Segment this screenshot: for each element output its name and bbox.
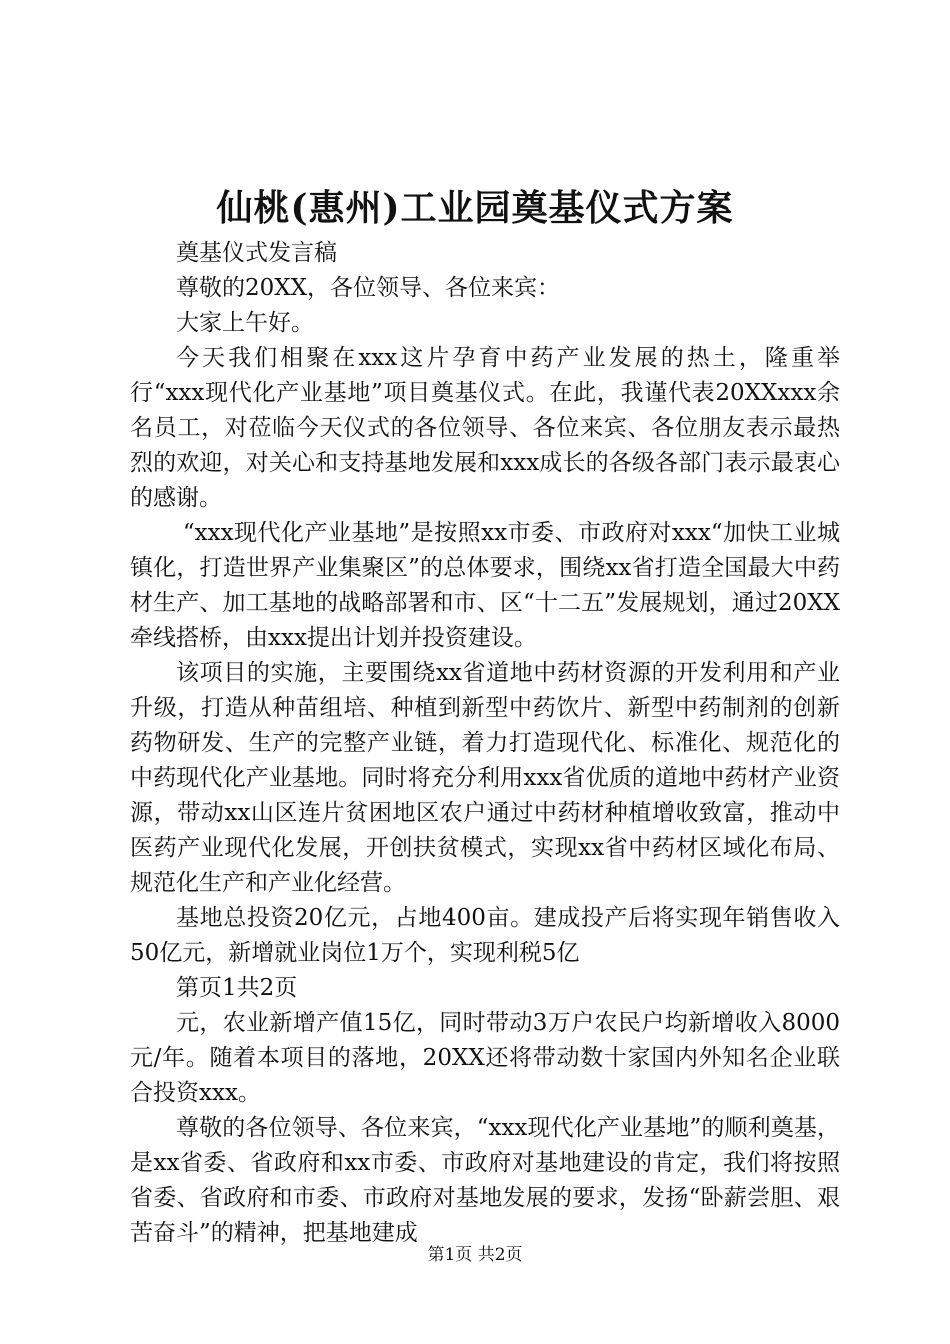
paragraph-investment-continued: 元，农业新增产值15亿，同时带动3万户农民户均新增收入8000元/年。随着本项目的落地，20XX还将带动数十家国内外知名企业联合投资xxx。 (130, 1010, 840, 1106)
paragraph-greeting: 大家上午好。 (176, 310, 314, 336)
paragraph-investment: 基地总投资20亿元，占地400亩。建成投产后将实现年销售收入50亿元，新增就业岗位1万个，实现利税5亿 (130, 905, 840, 966)
document-title: 仙桃(惠州)工业园奠基仪式方案 (216, 187, 734, 229)
page-footer: 第1页 共2页 (427, 1245, 523, 1265)
paragraph-project-implementation: 该项目的实施，主要围绕xx省道地中药材资源的开发利用和产业升级，打造从种苗组培、种植到新型中药饮片、新型中药制剂的创新药物研发、生产的完整产业链，着力打造现代化、标准化、规范化的中药现代化产业基地。同时将充分利用xxx省优质的道地中药材产业资源，带动xx山区连片贫困地区农户通过中药材种植增收致富，推动中医药产业现代化发展，开创扶贫模式，实现xx省中药材区域化布局、规范化生产和产业化经营。 (130, 660, 840, 896)
paragraph-project-background: “xxx现代化产业基地”是按照xx市委、市政府对xxx“加快工业城镇化，打造世界产业集聚区”的总体要求，围绕xx省打造全国最大中药材生产、加工基地的战略部署和市、区“十二五”发展规划，通过20XX牵线搭桥，由xxx提出计划并投资建设。 (130, 520, 840, 651)
document-body (130, 236, 840, 1251)
paragraph-page-break-marker: 第页1共2页 (176, 975, 298, 1001)
paragraph-speech-heading: 奠基仪式发言稿 (176, 240, 337, 266)
paragraph-closing: 尊敬的各位领导、各位来宾，“xxx现代化产业基地”的顺利奠基，是xx省委、省政府和xx市委、市政府对基地建设的肯定，我们将按照省委、省政府和市委、市政府对基地发展的要求，发扬“卧薪尝胆、艰苦奋斗”的精神，把基地建成 (130, 1115, 840, 1246)
paragraph-salutation: 尊敬的20XX，各位领导、各位来宾： (176, 275, 561, 301)
paragraph-welcome: 今天我们相聚在xxx这片孕育中药产业发展的热土，隆重举行“xxx现代化产业基地”项目奠基仪式。在此，我谨代表20XXxxx余名员工，对莅临今天仪式的各位领导、各位来宾、各位朋友表示最热烈的欢迎，对关心和支持基地发展和xxx成长的各级各部门表示最衷心的感谢。 (130, 345, 840, 511)
